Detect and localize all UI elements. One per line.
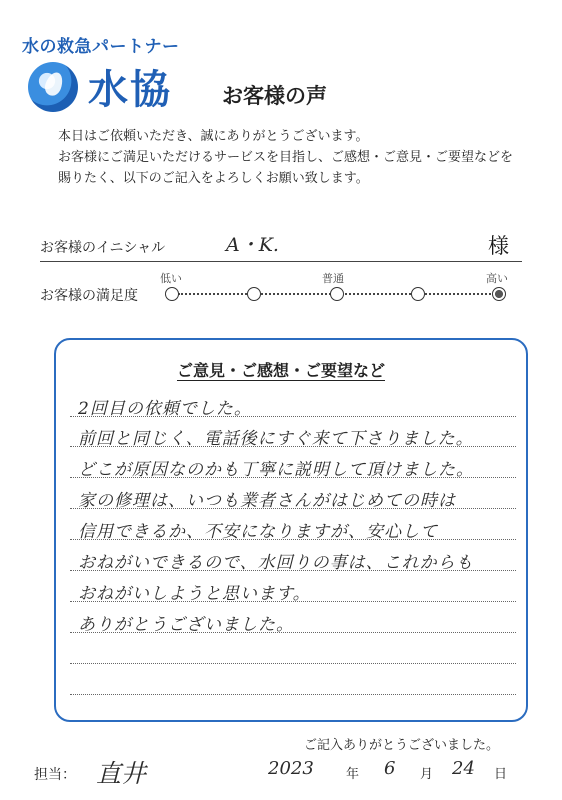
satisfaction-option-4[interactable] (411, 287, 425, 301)
staff-label: 担当： (34, 767, 76, 783)
satisfaction-option-5[interactable] (492, 287, 506, 301)
comment-line: 2回目の依頼でした。 (78, 399, 252, 419)
staff-name: 直井 (96, 759, 147, 788)
comment-line: 信用できるか、不安になりますが、安心して (78, 522, 438, 542)
comment-line: ありがとうございました。 (78, 615, 294, 635)
date-day-unit: 日 (494, 767, 508, 782)
date-year-unit: 年 (346, 767, 360, 782)
intro-line: 本日はご依頼いただき、誠にありがとうございます。 (58, 129, 369, 144)
date-month-unit: 月 (420, 767, 434, 782)
satisfaction-label: お客様の満足度 (40, 288, 138, 304)
date-day: 24 (452, 758, 475, 779)
scale-high-label: 高い (486, 272, 508, 285)
honorific-label: 様 (488, 234, 509, 258)
satisfaction-option-1[interactable] (165, 287, 179, 301)
scale-low-label: 低い (160, 272, 182, 285)
thanks-message: ご記入ありがとうございました。 (304, 738, 500, 753)
page-title: お客様の声 (222, 84, 327, 108)
comment-box-title (0, 358, 562, 381)
intro-text (58, 126, 513, 189)
intro-line: お客様にご満足いただけるサービスを目指し、ご感想・ご意見・ご要望などを (58, 150, 514, 165)
brand-tagline: 水の救急パートナー (22, 37, 180, 57)
intro-line: 賜りたく、以下のご記入をよろしくお願い致します。 (58, 171, 369, 186)
comment-line: おねがいしようと思います。 (78, 584, 311, 604)
initial-underline (40, 261, 522, 262)
initial-label: お客様のイニシャル (40, 240, 166, 256)
brand-logo-text: 水協 (88, 67, 172, 113)
satisfaction-option-2[interactable] (247, 287, 261, 301)
comment-line: 家の修理は、いつも業者さんがはじめての時は (78, 491, 456, 511)
comment-rule (70, 663, 516, 664)
water-drop-logo-icon (28, 62, 78, 112)
date-year: 2023 (268, 758, 314, 779)
initial-value[interactable]: A・K. (226, 234, 279, 256)
scale-mid-label: 普通 (322, 272, 344, 285)
satisfaction-option-3[interactable] (330, 287, 344, 301)
comment-line: おねがいできるので、水回りの事は、これからも (78, 553, 474, 573)
comment-line: 前回と同じく、電話後にすぐ来て下さりました。 (78, 429, 474, 449)
date-month: 6 (384, 758, 396, 779)
comment-line: どこが原因なのかも丁寧に説明して頂けました。 (78, 460, 474, 480)
comment-rule (70, 694, 516, 695)
comment-box-title-text: ご意見・ご感想・ご要望など (176, 361, 385, 380)
